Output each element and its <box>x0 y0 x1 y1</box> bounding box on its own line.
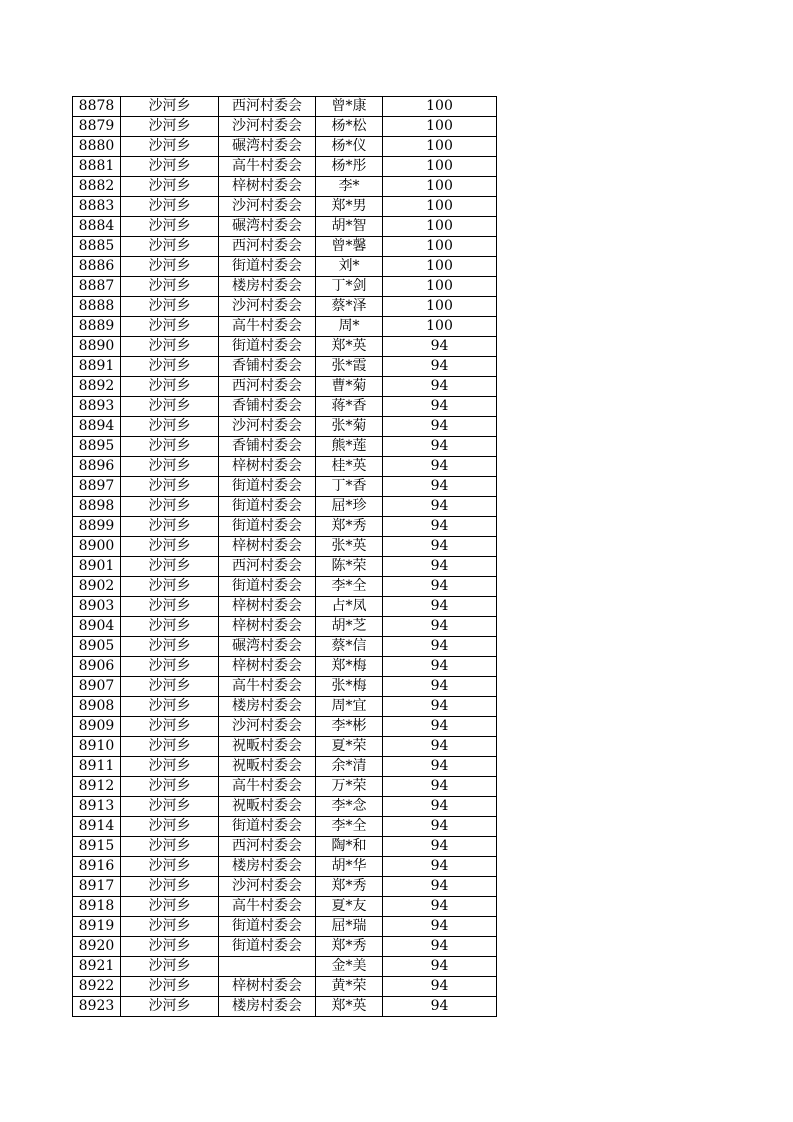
person-name-cell: 胡*华 <box>316 857 383 877</box>
township-cell: 沙河乡 <box>121 397 219 417</box>
serial-number-cell: 8905 <box>73 637 121 657</box>
table-row <box>73 297 497 317</box>
table-row <box>73 717 497 737</box>
table-row <box>73 557 497 577</box>
amount-cell: 100 <box>383 197 497 217</box>
township-cell: 沙河乡 <box>121 757 219 777</box>
serial-number-cell: 8900 <box>73 537 121 557</box>
table-row <box>73 537 497 557</box>
amount-cell: 100 <box>383 297 497 317</box>
township-cell: 沙河乡 <box>121 177 219 197</box>
person-name-cell: 郑*秀 <box>316 937 383 957</box>
table-row <box>73 817 497 837</box>
serial-number-cell: 8895 <box>73 437 121 457</box>
table-row <box>73 937 497 957</box>
person-name-cell: 杨*松 <box>316 117 383 137</box>
township-cell: 沙河乡 <box>121 477 219 497</box>
person-name-cell: 丁*剑 <box>316 277 383 297</box>
serial-number-cell: 8880 <box>73 137 121 157</box>
person-name-cell: 胡*芝 <box>316 617 383 637</box>
table-row <box>73 457 497 477</box>
table-row <box>73 477 497 497</box>
village-committee-cell: 沙河村委会 <box>219 117 316 137</box>
amount-cell: 94 <box>383 597 497 617</box>
amount-cell: 100 <box>383 137 497 157</box>
amount-cell: 94 <box>383 657 497 677</box>
person-name-cell: 李*全 <box>316 577 383 597</box>
person-name-cell: 余*清 <box>316 757 383 777</box>
amount-cell: 94 <box>383 537 497 557</box>
table-row <box>73 637 497 657</box>
table-row <box>73 277 497 297</box>
amount-cell: 100 <box>383 117 497 137</box>
amount-cell: 94 <box>383 897 497 917</box>
amount-cell: 100 <box>383 217 497 237</box>
table-row <box>73 237 497 257</box>
village-committee-cell: 沙河村委会 <box>219 877 316 897</box>
serial-number-cell: 8885 <box>73 237 121 257</box>
table-row <box>73 977 497 997</box>
person-name-cell: 张*霞 <box>316 357 383 377</box>
serial-number-cell: 8879 <box>73 117 121 137</box>
village-committee-cell: 高牛村委会 <box>219 677 316 697</box>
township-cell: 沙河乡 <box>121 637 219 657</box>
table-row <box>73 317 497 337</box>
person-name-cell: 曾*康 <box>316 97 383 117</box>
township-cell: 沙河乡 <box>121 317 219 337</box>
person-name-cell: 李*念 <box>316 797 383 817</box>
serial-number-cell: 8893 <box>73 397 121 417</box>
serial-number-cell: 8904 <box>73 617 121 637</box>
person-name-cell: 周* <box>316 317 383 337</box>
amount-cell: 94 <box>383 977 497 997</box>
village-committee-cell <box>219 957 316 977</box>
amount-cell: 94 <box>383 417 497 437</box>
serial-number-cell: 8916 <box>73 857 121 877</box>
person-name-cell: 陈*荣 <box>316 557 383 577</box>
village-committee-cell: 梓树村委会 <box>219 657 316 677</box>
table-row <box>73 797 497 817</box>
township-cell: 沙河乡 <box>121 837 219 857</box>
person-name-cell: 黄*荣 <box>316 977 383 997</box>
amount-cell: 94 <box>383 457 497 477</box>
table-row <box>73 737 497 757</box>
township-cell: 沙河乡 <box>121 597 219 617</box>
township-cell: 沙河乡 <box>121 257 219 277</box>
table-row <box>73 257 497 277</box>
township-cell: 沙河乡 <box>121 577 219 597</box>
serial-number-cell: 8896 <box>73 457 121 477</box>
person-name-cell: 屈*瑞 <box>316 917 383 937</box>
serial-number-cell: 8894 <box>73 417 121 437</box>
township-cell: 沙河乡 <box>121 897 219 917</box>
township-cell: 沙河乡 <box>121 997 219 1017</box>
township-cell: 沙河乡 <box>121 117 219 137</box>
person-name-cell: 杨*仪 <box>316 137 383 157</box>
table-row <box>73 117 497 137</box>
table-row <box>73 677 497 697</box>
township-cell: 沙河乡 <box>121 217 219 237</box>
subsidy-table <box>72 96 497 1017</box>
serial-number-cell: 8921 <box>73 957 121 977</box>
person-name-cell: 陶*和 <box>316 837 383 857</box>
village-committee-cell: 西河村委会 <box>219 557 316 577</box>
amount-cell: 94 <box>383 717 497 737</box>
village-committee-cell: 梓树村委会 <box>219 977 316 997</box>
township-cell: 沙河乡 <box>121 137 219 157</box>
township-cell: 沙河乡 <box>121 857 219 877</box>
amount-cell: 94 <box>383 557 497 577</box>
amount-cell: 94 <box>383 857 497 877</box>
person-name-cell: 桂*英 <box>316 457 383 477</box>
amount-cell: 94 <box>383 937 497 957</box>
serial-number-cell: 8883 <box>73 197 121 217</box>
township-cell: 沙河乡 <box>121 537 219 557</box>
table-row <box>73 917 497 937</box>
serial-number-cell: 8892 <box>73 377 121 397</box>
table-row <box>73 337 497 357</box>
village-committee-cell: 高牛村委会 <box>219 317 316 337</box>
amount-cell: 100 <box>383 277 497 297</box>
village-committee-cell: 沙河村委会 <box>219 197 316 217</box>
table-row <box>73 757 497 777</box>
person-name-cell: 张*英 <box>316 537 383 557</box>
serial-number-cell: 8898 <box>73 497 121 517</box>
table-row <box>73 497 497 517</box>
village-committee-cell: 街道村委会 <box>219 497 316 517</box>
village-committee-cell: 楼房村委会 <box>219 997 316 1017</box>
serial-number-cell: 8886 <box>73 257 121 277</box>
village-committee-cell: 沙河村委会 <box>219 297 316 317</box>
table-row <box>73 417 497 437</box>
township-cell: 沙河乡 <box>121 417 219 437</box>
village-committee-cell: 香铺村委会 <box>219 357 316 377</box>
person-name-cell: 蔡*泽 <box>316 297 383 317</box>
village-committee-cell: 梓树村委会 <box>219 597 316 617</box>
village-committee-cell: 街道村委会 <box>219 577 316 597</box>
person-name-cell: 夏*荣 <box>316 737 383 757</box>
person-name-cell: 李*彬 <box>316 717 383 737</box>
township-cell: 沙河乡 <box>121 957 219 977</box>
village-committee-cell: 梓树村委会 <box>219 537 316 557</box>
amount-cell: 94 <box>383 577 497 597</box>
township-cell: 沙河乡 <box>121 337 219 357</box>
amount-cell: 100 <box>383 177 497 197</box>
table-row <box>73 217 497 237</box>
township-cell: 沙河乡 <box>121 377 219 397</box>
township-cell: 沙河乡 <box>121 717 219 737</box>
serial-number-cell: 8889 <box>73 317 121 337</box>
amount-cell: 94 <box>383 997 497 1017</box>
village-committee-cell: 沙河村委会 <box>219 717 316 737</box>
serial-number-cell: 8899 <box>73 517 121 537</box>
amount-cell: 94 <box>383 817 497 837</box>
township-cell: 沙河乡 <box>121 517 219 537</box>
township-cell: 沙河乡 <box>121 817 219 837</box>
serial-number-cell: 8881 <box>73 157 121 177</box>
person-name-cell: 熊*莲 <box>316 437 383 457</box>
serial-number-cell: 8914 <box>73 817 121 837</box>
amount-cell: 94 <box>383 517 497 537</box>
person-name-cell: 杨*彤 <box>316 157 383 177</box>
village-committee-cell: 西河村委会 <box>219 377 316 397</box>
person-name-cell: 李* <box>316 177 383 197</box>
person-name-cell: 金*美 <box>316 957 383 977</box>
serial-number-cell: 8903 <box>73 597 121 617</box>
serial-number-cell: 8922 <box>73 977 121 997</box>
township-cell: 沙河乡 <box>121 657 219 677</box>
amount-cell: 100 <box>383 257 497 277</box>
table-row <box>73 877 497 897</box>
township-cell: 沙河乡 <box>121 617 219 637</box>
village-committee-cell: 楼房村委会 <box>219 697 316 717</box>
township-cell: 沙河乡 <box>121 677 219 697</box>
serial-number-cell: 8915 <box>73 837 121 857</box>
township-cell: 沙河乡 <box>121 197 219 217</box>
person-name-cell: 屈*珍 <box>316 497 383 517</box>
village-committee-cell: 街道村委会 <box>219 817 316 837</box>
serial-number-cell: 8919 <box>73 917 121 937</box>
table-row <box>73 657 497 677</box>
village-committee-cell: 街道村委会 <box>219 257 316 277</box>
village-committee-cell: 祝畈村委会 <box>219 737 316 757</box>
amount-cell: 94 <box>383 757 497 777</box>
amount-cell: 94 <box>383 437 497 457</box>
person-name-cell: 蔡*信 <box>316 637 383 657</box>
township-cell: 沙河乡 <box>121 737 219 757</box>
person-name-cell: 李*全 <box>316 817 383 837</box>
village-committee-cell: 街道村委会 <box>219 917 316 937</box>
table-row <box>73 97 497 117</box>
village-committee-cell: 西河村委会 <box>219 837 316 857</box>
person-name-cell: 曾*馨 <box>316 237 383 257</box>
amount-cell: 94 <box>383 377 497 397</box>
township-cell: 沙河乡 <box>121 457 219 477</box>
person-name-cell: 蒋*香 <box>316 397 383 417</box>
village-committee-cell: 楼房村委会 <box>219 277 316 297</box>
village-committee-cell: 香铺村委会 <box>219 397 316 417</box>
village-committee-cell: 高牛村委会 <box>219 897 316 917</box>
serial-number-cell: 8906 <box>73 657 121 677</box>
village-committee-cell: 祝畈村委会 <box>219 797 316 817</box>
village-committee-cell: 高牛村委会 <box>219 777 316 797</box>
person-name-cell: 胡*智 <box>316 217 383 237</box>
person-name-cell: 郑*英 <box>316 997 383 1017</box>
amount-cell: 94 <box>383 497 497 517</box>
village-committee-cell: 楼房村委会 <box>219 857 316 877</box>
person-name-cell: 张*菊 <box>316 417 383 437</box>
township-cell: 沙河乡 <box>121 777 219 797</box>
serial-number-cell: 8912 <box>73 777 121 797</box>
township-cell: 沙河乡 <box>121 697 219 717</box>
person-name-cell: 郑*梅 <box>316 657 383 677</box>
serial-number-cell: 8911 <box>73 757 121 777</box>
table-row <box>73 897 497 917</box>
amount-cell: 94 <box>383 697 497 717</box>
village-committee-cell: 街道村委会 <box>219 477 316 497</box>
village-committee-cell: 街道村委会 <box>219 337 316 357</box>
amount-cell: 94 <box>383 357 497 377</box>
serial-number-cell: 8907 <box>73 677 121 697</box>
table-row <box>73 517 497 537</box>
serial-number-cell: 8902 <box>73 577 121 597</box>
person-name-cell: 占*凤 <box>316 597 383 617</box>
village-committee-cell: 沙河村委会 <box>219 417 316 437</box>
serial-number-cell: 8913 <box>73 797 121 817</box>
amount-cell: 94 <box>383 477 497 497</box>
person-name-cell: 夏*友 <box>316 897 383 917</box>
serial-number-cell: 8923 <box>73 997 121 1017</box>
amount-cell: 94 <box>383 837 497 857</box>
village-committee-cell: 梓树村委会 <box>219 177 316 197</box>
village-committee-cell: 西河村委会 <box>219 237 316 257</box>
person-name-cell: 丁*香 <box>316 477 383 497</box>
serial-number-cell: 8882 <box>73 177 121 197</box>
table-row <box>73 837 497 857</box>
amount-cell: 94 <box>383 637 497 657</box>
amount-cell: 94 <box>383 957 497 977</box>
township-cell: 沙河乡 <box>121 917 219 937</box>
person-name-cell: 郑*秀 <box>316 517 383 537</box>
serial-number-cell: 8887 <box>73 277 121 297</box>
table-row <box>73 377 497 397</box>
township-cell: 沙河乡 <box>121 157 219 177</box>
table-row <box>73 177 497 197</box>
table-row <box>73 997 497 1017</box>
village-committee-cell: 香铺村委会 <box>219 437 316 457</box>
serial-number-cell: 8909 <box>73 717 121 737</box>
village-committee-cell: 碾湾村委会 <box>219 637 316 657</box>
table-row <box>73 197 497 217</box>
amount-cell: 100 <box>383 237 497 257</box>
person-name-cell: 郑*男 <box>316 197 383 217</box>
table-row <box>73 697 497 717</box>
township-cell: 沙河乡 <box>121 977 219 997</box>
amount-cell: 100 <box>383 157 497 177</box>
township-cell: 沙河乡 <box>121 937 219 957</box>
serial-number-cell: 8891 <box>73 357 121 377</box>
township-cell: 沙河乡 <box>121 877 219 897</box>
amount-cell: 94 <box>383 617 497 637</box>
township-cell: 沙河乡 <box>121 277 219 297</box>
serial-number-cell: 8918 <box>73 897 121 917</box>
serial-number-cell: 8888 <box>73 297 121 317</box>
village-committee-cell: 街道村委会 <box>219 517 316 537</box>
serial-number-cell: 8890 <box>73 337 121 357</box>
township-cell: 沙河乡 <box>121 237 219 257</box>
township-cell: 沙河乡 <box>121 437 219 457</box>
table-row <box>73 577 497 597</box>
person-name-cell: 刘* <box>316 257 383 277</box>
table-row <box>73 957 497 977</box>
serial-number-cell: 8910 <box>73 737 121 757</box>
township-cell: 沙河乡 <box>121 497 219 517</box>
serial-number-cell: 8920 <box>73 937 121 957</box>
township-cell: 沙河乡 <box>121 97 219 117</box>
village-committee-cell: 西河村委会 <box>219 97 316 117</box>
township-cell: 沙河乡 <box>121 297 219 317</box>
amount-cell: 94 <box>383 677 497 697</box>
serial-number-cell: 8884 <box>73 217 121 237</box>
township-cell: 沙河乡 <box>121 557 219 577</box>
table-row <box>73 857 497 877</box>
amount-cell: 100 <box>383 317 497 337</box>
village-committee-cell: 碾湾村委会 <box>219 217 316 237</box>
township-cell: 沙河乡 <box>121 797 219 817</box>
amount-cell: 94 <box>383 917 497 937</box>
serial-number-cell: 8901 <box>73 557 121 577</box>
table-row <box>73 597 497 617</box>
table-row <box>73 617 497 637</box>
table-row <box>73 137 497 157</box>
person-name-cell: 周*宜 <box>316 697 383 717</box>
village-committee-cell: 梓树村委会 <box>219 457 316 477</box>
person-name-cell: 郑*英 <box>316 337 383 357</box>
table-row <box>73 437 497 457</box>
person-name-cell: 万*荣 <box>316 777 383 797</box>
amount-cell: 100 <box>383 97 497 117</box>
amount-cell: 94 <box>383 777 497 797</box>
amount-cell: 94 <box>383 397 497 417</box>
serial-number-cell: 8878 <box>73 97 121 117</box>
township-cell: 沙河乡 <box>121 357 219 377</box>
village-committee-cell: 梓树村委会 <box>219 617 316 637</box>
amount-cell: 94 <box>383 797 497 817</box>
village-committee-cell: 碾湾村委会 <box>219 137 316 157</box>
table-row <box>73 397 497 417</box>
table-row <box>73 157 497 177</box>
table-row <box>73 357 497 377</box>
serial-number-cell: 8908 <box>73 697 121 717</box>
serial-number-cell: 8897 <box>73 477 121 497</box>
table-row <box>73 777 497 797</box>
amount-cell: 94 <box>383 877 497 897</box>
village-committee-cell: 祝畈村委会 <box>219 757 316 777</box>
amount-cell: 94 <box>383 337 497 357</box>
table-body <box>73 97 497 1017</box>
person-name-cell: 张*梅 <box>316 677 383 697</box>
person-name-cell: 郑*秀 <box>316 877 383 897</box>
village-committee-cell: 高牛村委会 <box>219 157 316 177</box>
person-name-cell: 曹*菊 <box>316 377 383 397</box>
village-committee-cell: 街道村委会 <box>219 937 316 957</box>
amount-cell: 94 <box>383 737 497 757</box>
serial-number-cell: 8917 <box>73 877 121 897</box>
